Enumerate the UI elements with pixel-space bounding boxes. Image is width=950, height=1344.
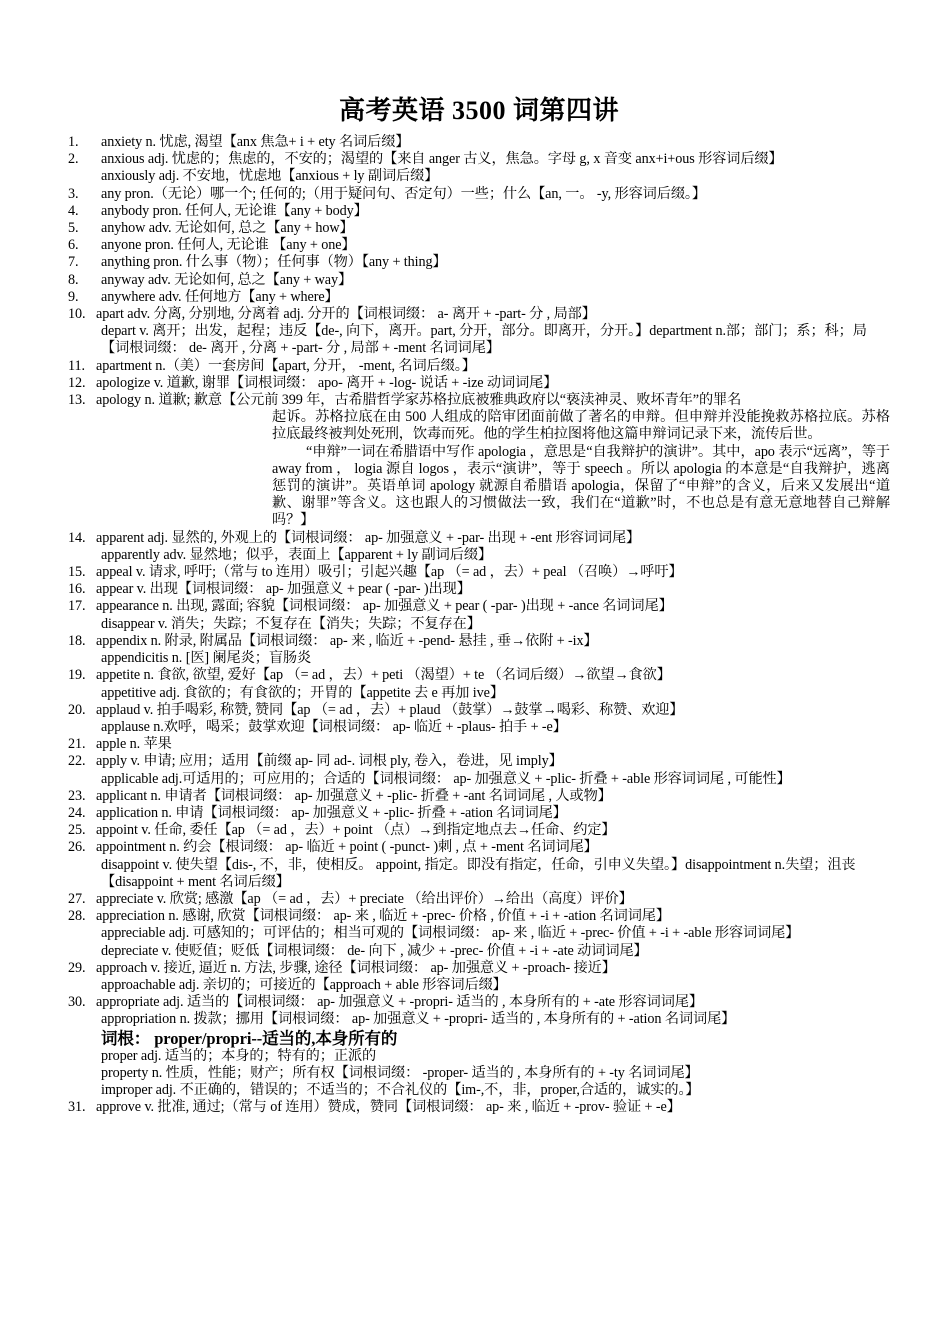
entry-text: appreciation n. 感谢, 欣赏【词根词缀： ap- 来 , 临近 + -prec- 价格 , 价值 + -i + -ation 名词词尾】 [96, 908, 670, 925]
word-entry [68, 994, 890, 1011]
entry-text: anxiety n. 忧虑, 渴望【anx 焦急+ i + ety 名词后缀】 [101, 134, 410, 150]
entry-text: apologize v. 道歉, 谢罪【词根词缀： apo- 离开 + -log- 说话 + -ize 动词词尾】 [96, 374, 558, 391]
entry-text: anyone pron. 任何人, 无论谁 【any + one】 [101, 237, 356, 254]
entry-number: 6. [68, 237, 79, 254]
entry-text: apple n. 苹果 [96, 736, 172, 753]
entry-text: approach v. 接近, 逼近 n. 方法, 步骤, 途径【词根词缀： ap- 加强意义 + -proach- 接近】 [96, 959, 616, 976]
entry-number: 29. [68, 959, 86, 976]
entry-text: apartment n.（美）一套房间【apart, 分开， -ment, 名词后缀。】 [96, 357, 476, 374]
entry-text: anyway adv. 无论如何, 总之【any + way】 [101, 271, 353, 288]
entry-number: 31. [68, 1099, 86, 1116]
entry-number: 22. [68, 753, 86, 770]
word-entry [68, 254, 890, 271]
entry-number: 15. [68, 564, 86, 581]
word-entry [68, 186, 890, 203]
entry-number: 28. [68, 908, 86, 925]
derived-word: anxiously adj. 不安地，忧虑地【anxious + ly 副词后缀】 [101, 168, 439, 185]
word-entry [68, 272, 890, 289]
entry-text: appropriate adj. 适当的【词根词缀： ap- 加强意义 + -propri- 适当的 , 本身所有的 + -ate 形容词词尾】 [96, 994, 703, 1011]
etymology-story-paragraph: “申辩”一词在希腊语中写作 apologia ，意思是“自我辩护的演讲”。其中，apo 表示“远离”，等于 away from ， logia 源自 logos ，表示“演讲”，等于 speech 。所以 apologia 的本意是“自我辩护，逃离惩罚的演讲”。英语单词 apology 就源自希腊语 apologia，保留了“申辩”的含义，后来又发展出“道歉、谢罪”等含义。这也跟人的习惯做法一致，我们在“道歉”时，不也总是有意无意地替自己辩解吗？】 [272, 443, 890, 529]
word-entry [68, 753, 890, 770]
root-heading: 词根： proper/propri--适当的,本身所有的 [101, 1028, 398, 1048]
entry-text: apparent adj. 显然的, 外观上的【词根词缀： ap- 加强意义 + -par- 出现 + -ent 形容词词尾】 [96, 529, 641, 546]
entry-text: any pron.（无论）哪一个; 任何的;（用于疑问句、否定句）一些；什么【an, 一。 -y, 形容词后缀。】 [101, 185, 706, 202]
word-entry [68, 530, 890, 547]
entry-number: 20. [68, 701, 86, 718]
entry-text: applaud v. 拍手喝彩, 称赞, 赞同【ap （= ad ，去）+ plaud （鼓掌）→鼓掌→喝彩、称赞、欢迎】 [96, 701, 684, 718]
derived-word: depart v. 离开；出发，起程；违反【de-, 向下，离开。part, 分开，部分。即离开，分开。】department n.部；部门；系；科；局【词根词缀： de- 离开 , 分离 + -part- 分 , 局部 + -ment 名词词尾】 [101, 323, 867, 357]
entry-number: 26. [68, 839, 86, 856]
derived-word: appetitive adj. 食欲的；有食欲的；开胃的【appetite 去 e 再加 ive】 [101, 684, 504, 701]
entry-text: appearance n. 出现, 露面; 容貌【词根词缀： ap- 加强意义 + pear ( -par- )出现 + -ance 名词词尾】 [96, 598, 673, 615]
derived-word: appendicitis n. [医] 阑尾炎；盲肠炎 [101, 650, 312, 667]
derived-word: applicable adj.可适用的；可应用的；合适的【词根词缀： ap- 加强意义 + -plic- 折叠 + -able 形容词词尾 , 可能性】 [101, 770, 791, 787]
entry-text: apart adv. 分离, 分别地, 分离着 adj. 分开的【词根词缀： a- 离开 + -part- 分 , 局部】 [96, 306, 596, 323]
word-entry [68, 220, 890, 237]
word-entry [68, 151, 890, 168]
entry-text: applicant n. 申请者【词根词缀： ap- 加强意义 + -plic- 折叠 + -ant 名词词尾 , 人或物】 [96, 787, 612, 804]
entry-number: 27. [68, 890, 86, 907]
entry-number: 21. [68, 736, 86, 753]
entry-number: 17. [68, 598, 86, 615]
entry-number: 30. [68, 994, 86, 1011]
entry-text: apology n. 道歉; 歉意【公元前 399 年，古希腊哲学家苏格拉底被雅典政府以“亵渎神灵、败坏青年”的罪名 [96, 392, 742, 409]
page-title: 高考英语 3500 词第四讲 [338, 96, 619, 125]
entry-text: appetite n. 食欲, 欲望, 爱好【ap （= ad ，去）+ peti （渴望）+ te （名词后缀）→欲望→食欲】 [96, 667, 671, 684]
entry-number: 8. [68, 271, 79, 288]
entry-number: 14. [68, 529, 86, 546]
word-entry [68, 134, 890, 151]
entry-number: 16. [68, 581, 86, 598]
derived-word: depreciate v. 使贬值；贬低【词根词缀： de- 向下 , 减少 + -prec- 价值 + -i + -ate 动词词尾】 [101, 942, 648, 959]
word-entry [68, 736, 890, 753]
entry-text: appreciate v. 欣赏; 感激【ap （= ad ，去）+ preciate （给出评价）→给出（高度）评价】 [96, 890, 633, 907]
word-entry [68, 375, 890, 392]
entry-text: appoint v. 任命, 委任【ap （= ad ，去）+ point （点）→到指定地点去→任命、约定】 [96, 822, 616, 839]
entry-number: 4. [68, 202, 79, 219]
entry-number: 3. [68, 185, 79, 202]
derived-word: approachable adj. 亲切的；可接近的【approach + able 形容词后缀】 [101, 976, 507, 993]
derived-word: property n. 性质，性能；财产；所有权【词根词缀： -proper- 适当的 , 本身所有的 + -ty 名词词尾】 [101, 1064, 699, 1081]
entry-text: anxious adj. 忧虑的；焦虑的，不安的；渴望的【来自 anger 古义，焦急。字母 g, x 音变 anx+i+ous 形容词后缀】 [101, 151, 783, 168]
word-entry [68, 306, 890, 323]
word-entry [68, 960, 890, 977]
derived-word: appropriation n. 拨款；挪用【词根词缀： ap- 加强意义 + -propri- 适当的 , 本身所有的 + -ation 名词词尾】 [101, 1011, 736, 1028]
entry-number: 25. [68, 822, 86, 839]
word-entry [68, 237, 890, 254]
derived-word: proper adj. 适当的；本身的；特有的；正派的 [101, 1047, 377, 1064]
entry-number: 10. [68, 306, 86, 323]
word-entry [68, 667, 890, 684]
word-entry [68, 392, 890, 409]
word-entry [68, 839, 890, 856]
word-entry [68, 581, 890, 598]
entry-number: 12. [68, 374, 86, 391]
word-entry [68, 822, 890, 839]
entry-number: 11. [68, 357, 85, 374]
word-entry [68, 203, 890, 220]
derived-word: improper adj. 不正确的，错误的；不适当的；不合礼仪的【im-,不，非，proper,合适的，诚实的。】 [101, 1081, 700, 1098]
derived-word: disappoint v. 使失望【dis-, 不，非，使相反。 appoint, 指定。即没有指定，任命，引申义失望。】disappointment n.失望；沮丧【disappoint + ment 名词后缀】 [101, 856, 856, 890]
entry-text: anyhow adv. 无论如何, 总之【any + how】 [101, 220, 354, 237]
word-entry [68, 702, 890, 719]
entry-text: approve v. 批准, 通过;（常与 of 连用）赞成，赞同【词根词缀： ap- 来 , 临近 + -prov- 验证 + -e】 [96, 1099, 681, 1116]
word-entry [68, 358, 890, 375]
entry-list [68, 134, 890, 1116]
entry-text: appear v. 出现【词根词缀： ap- 加强意义 + pear ( -par- )出现】 [96, 581, 471, 598]
derived-word: applause n.欢呼，喝采；鼓掌欢迎【词根词缀： ap- 临近 + -plaus- 拍手 + -e】 [101, 718, 567, 735]
derived-word: appreciable adj. 可感知的；可评估的；相当可观的【词根词缀： ap- 来 , 临近 + -prec- 价值 + -i + -able 形容词词尾】 [101, 925, 800, 942]
entry-number: 7. [68, 254, 79, 271]
word-entry [68, 633, 890, 650]
word-entry [68, 598, 890, 615]
entry-number: 19. [68, 667, 86, 684]
derived-word: disappear v. 消失；失踪；不复存在【消失；失踪；不复存在】 [101, 615, 481, 632]
entry-text: appeal v. 请求, 呼吁;（常与 to 连用）吸引；引起兴趣【ap （= ad ，去）+ peal （召唤）→呼吁】 [96, 564, 683, 581]
entry-text: anybody pron. 任何人, 无论谁【any + body】 [101, 202, 368, 219]
etymology-story: 起诉。苏格拉底在由 500 人组成的陪审团面前做了著名的申辩。但申辩并没能挽救苏格拉底。苏格拉底最终被判处死刑，饮毒而死。他的学生柏拉图将他这篇申辩词记录下来，流传后世。 [272, 409, 890, 443]
entry-text: application n. 申请【词根词缀： ap- 加强意义 + -plic- 折叠 + -ation 名词词尾】 [96, 804, 567, 821]
entry-text: appointment n. 约会【根词缀： ap- 临近 + point ( -punct- )刺 , 点 + -ment 名词词尾】 [96, 839, 598, 856]
word-entry [68, 788, 890, 805]
entry-number: 9. [68, 288, 79, 305]
word-entry [68, 564, 890, 581]
entry-text: anything pron. 什么事（物）；任何事（物）【any + thing】 [101, 254, 447, 271]
derived-word: apparently adv. 显然地；似乎，表面上【apparent + ly 副词后缀】 [101, 546, 492, 563]
entry-number: 23. [68, 787, 86, 804]
word-entry [68, 1099, 890, 1116]
entry-number: 24. [68, 804, 86, 821]
word-entry [68, 805, 890, 822]
entry-number: 13. [68, 392, 86, 409]
entry-number: 2. [68, 151, 79, 168]
word-entry [68, 289, 890, 306]
word-entry [68, 908, 890, 925]
word-entry [68, 891, 890, 908]
entry-number: 5. [68, 220, 79, 237]
entry-number: 18. [68, 632, 86, 649]
entry-text: anywhere adv. 任何地方【any + where】 [101, 288, 339, 305]
entry-number: 1. [68, 134, 79, 150]
entry-text: appendix n. 附录, 附属品【词根词缀： ap- 来 , 临近 + -pend- 悬挂 , 垂→依附 + -ix】 [96, 632, 598, 649]
entry-text: apply v. 申请; 应用；适用【前缀 ap- 同 ad-. 词根 ply, 卷入，卷进，见 imply】 [96, 753, 563, 770]
